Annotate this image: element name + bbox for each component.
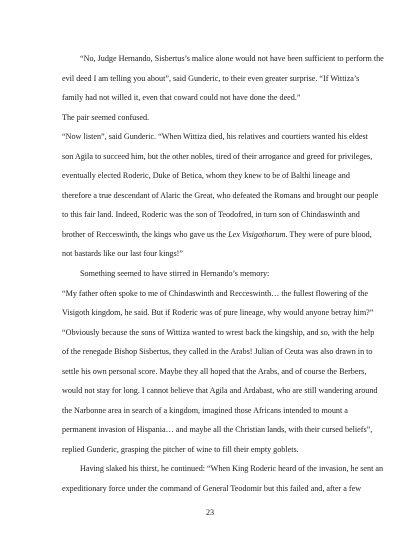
text-line: “My father often spoke to me of Chindaswinth and Recceswinth… the fullest flowering of the — [62, 288, 368, 298]
text-line: the Narbonne area in search of a kingdom, imagined those Africans intended to mount a — [62, 405, 348, 415]
text-line: Something seemed to have stirred in Hernando’s memory: — [80, 269, 270, 279]
text-segment: . They were of pure blood, — [285, 229, 372, 239]
text-line: therefore a true descendant of Alaric the Great, who defeated the Romans and brought our people — [62, 190, 379, 200]
text-line: evil deed I am telling you about”, said Gunderic, to their even greater surprise. “If Wittiza’s — [62, 73, 360, 83]
text-line: to this fair land. Indeed, Roderic was the son of Teodofred, in turn son of Chindaswinth and — [62, 210, 360, 220]
body-text — [62, 49, 384, 499]
text-line: expeditionary force under the command of General Teodomir but this failed and, after a few — [62, 484, 362, 494]
text-segment: brother of Recceswinth, the kings who gave us the — [62, 229, 229, 239]
text-line: not bastards like our last four kings!” — [62, 249, 183, 259]
text-line: eventually elected Roderic, Duke of Betica, whom they knew to be of Balthi lineage and — [62, 171, 350, 181]
text-line: “No, Judge Hernando, Sisbertus’s malice alone would not have been sufficient to perform the — [80, 54, 384, 63]
text-line: Having slaked his thirst, he continued: “When King Roderic heard of the invasion, he sent an — [80, 464, 384, 474]
text-line: permanent invasion of Hispania… and maybe all the Christian lands, with their cursed beliefs”, — [62, 425, 373, 435]
text-line: Visigoth kingdom, he said. But if Roderic was of pure lineage, why would anyone betray him?” — [62, 308, 374, 318]
text-line: of the renegade Bishop Sisbertus, they called in the Arabs! Julian of Ceuta was also drawn in to — [62, 347, 373, 357]
text-line: “Now listen”, said Gunderic. “When Wittiza died, his relatives and courtiers wanted his eldest — [62, 132, 368, 142]
text-line: settle his own personal score. Maybe they all hoped that the Arabs, and of course the Berbers, — [62, 366, 367, 376]
text-line: The pair seemed confused. — [62, 112, 150, 122]
italic-title: Lex Visigothorum — [228, 229, 286, 239]
text-line: replied Gunderic, grasping the pitcher of wine to fill their empty goblets. — [62, 444, 299, 454]
page-number: 23 — [205, 508, 215, 517]
text-line: family had not willed it, even that coward could not have done the deed.” — [62, 93, 301, 103]
text-line-with-italic — [62, 225, 374, 245]
text-line: “Obviously because the sons of Wittiza wanted to wrest back the kingship, and so, with the help — [62, 327, 375, 337]
text-line: son Agila to succeed him, but the other nobles, tired of their arrogance and greed for privileges, — [62, 151, 373, 161]
text-line: would not stay for long. I cannot believe that Agila and Ardabast, who are still wandering around — [62, 386, 378, 396]
